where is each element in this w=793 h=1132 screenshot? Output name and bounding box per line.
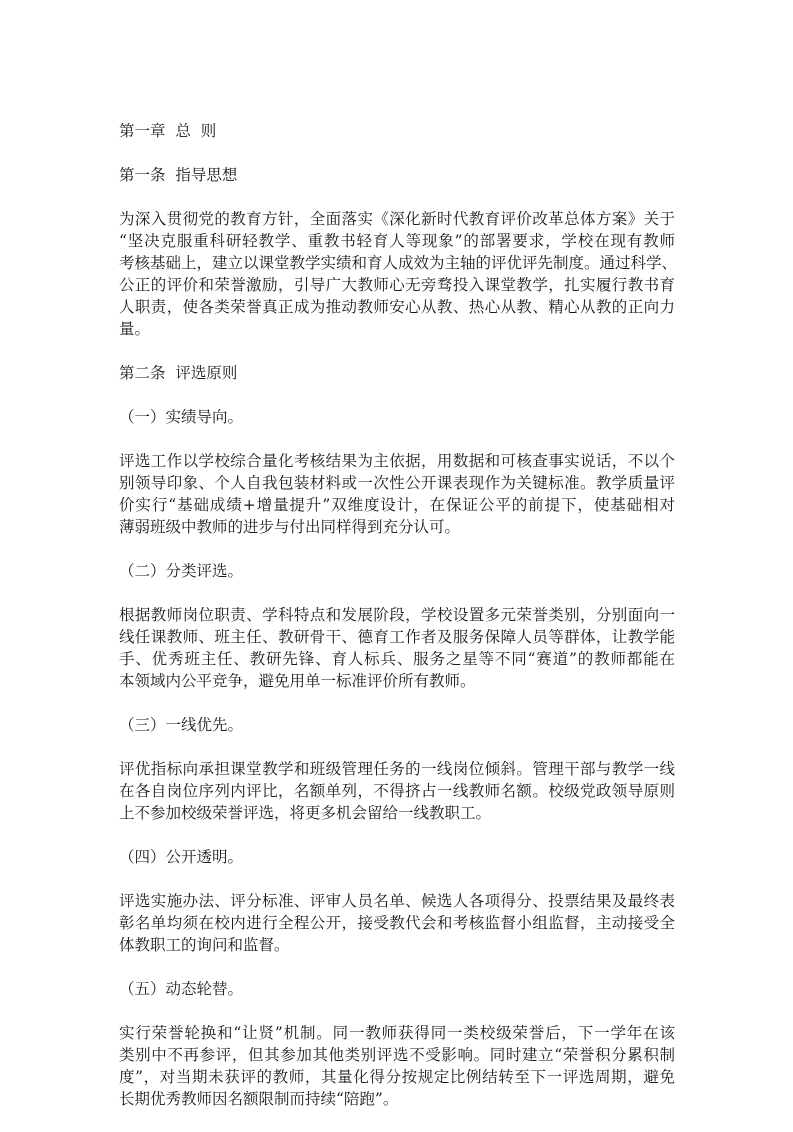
paragraph-rotation	[119, 1022, 675, 1110]
paragraph-guiding-ideology	[119, 208, 678, 340]
paragraph-transparency	[119, 890, 675, 956]
text-line: 在各自岗位序列内评比，名额单列，不得挤占一线教师名额。校级党政领导原则	[119, 782, 675, 800]
text-line: 评选实施办法、评分标准、评审人员名单、候选人各项得分、投票结果及最终表	[119, 892, 675, 910]
item-heading-transparency: （四）公开透明。	[119, 848, 244, 866]
text-line: 量。	[119, 320, 151, 338]
text-line: 为深入贯彻党的教育方针，全面落实《深化新时代教育评价改革总体方案》关于	[119, 210, 675, 228]
text-line: “坚决克服重科研轻教学、重教书轻育人等现象”的部署要求，学校在现有教师	[119, 232, 675, 250]
text-line: 手、优秀班主任、教研先锋、育人标兵、服务之星等不同“赛道”的教师都能在	[119, 650, 675, 668]
text-line: 别领导印象、个人自我包装材料或一次性公开课表现作为关键标准。教学质量评	[119, 474, 675, 492]
text-line: 公正的评价和荣誉激励，引导广大教师心无旁骛投入课堂教学，扎实履行教书育	[119, 276, 675, 294]
text-line: 线任课教师、班主任、教研骨干、德育工作者及服务保障人员等群体，让教学能	[119, 628, 675, 646]
paragraph-performance	[119, 450, 675, 538]
section-title-selection-principles: 第二条 评选原则	[119, 364, 238, 382]
item-heading-rotation: （五）动态轮替。	[119, 980, 244, 998]
text-line: 考核基础上，建立以课堂教学实绩和育人成效为主轴的评优评先制度。通过科学、	[119, 254, 678, 272]
text-line: 类别中不再参评，但其参加其他类别评选不受影响。同时建立“荣誉积分累积制	[119, 1046, 675, 1064]
paragraph-frontline	[119, 758, 675, 824]
text-line: 人职责，使各类荣誉真正成为推动教师安心从教、热心从教、精心从教的正向力	[119, 298, 675, 316]
text-line: 价实行“基础成绩+增量提升”双维度设计，在保证公平的前提下，使基础相对	[119, 496, 675, 514]
text-line: 上不参加校级荣誉评选，将更多机会留给一线教职工。	[119, 804, 492, 822]
text-line: 度”，对当期未获评的教师，其量化得分按规定比例结转至下一评选周期，避免	[119, 1068, 675, 1086]
item-heading-performance: （一）实绩导向。	[119, 408, 244, 426]
item-heading-categorized: （二）分类评选。	[119, 562, 244, 580]
text-line: 实行荣誉轮换和“让贤”机制。同一教师获得同一类校级荣誉后，下一学年在该	[119, 1024, 675, 1042]
chapter-title: 第一章 总 则	[119, 122, 217, 140]
text-line: 长期优秀教师因名额限制而持续“陪跑”。	[119, 1090, 399, 1108]
document-page	[119, 120, 678, 1132]
text-line: 彰名单均须在校内进行全程公开，接受教代会和考核监督小组监督，主动接受全	[119, 914, 675, 932]
paragraph-categorized	[119, 604, 675, 692]
text-line: 根据教师岗位职责、学科特点和发展阶段，学校设置多元荣誉类别，分别面向一	[119, 606, 675, 624]
section-title-guiding-ideology: 第一条 指导思想	[119, 166, 238, 184]
text-line: 薄弱班级中教师的进步与付出同样得到充分认可。	[119, 518, 461, 536]
text-line: 本领域内公平竞争，避免用单一标准评价所有教师。	[119, 672, 476, 690]
item-heading-frontline: （三）一线优先。	[119, 716, 244, 734]
text-line: 体教职工的询问和监督。	[119, 936, 290, 954]
text-line: 评选工作以学校综合量化考核结果为主依据，用数据和可核查事实说话，不以个	[119, 452, 675, 470]
text-line: 评优指标向承担课堂教学和班级管理任务的一线岗位倾斜。管理干部与教学一线	[119, 760, 675, 778]
